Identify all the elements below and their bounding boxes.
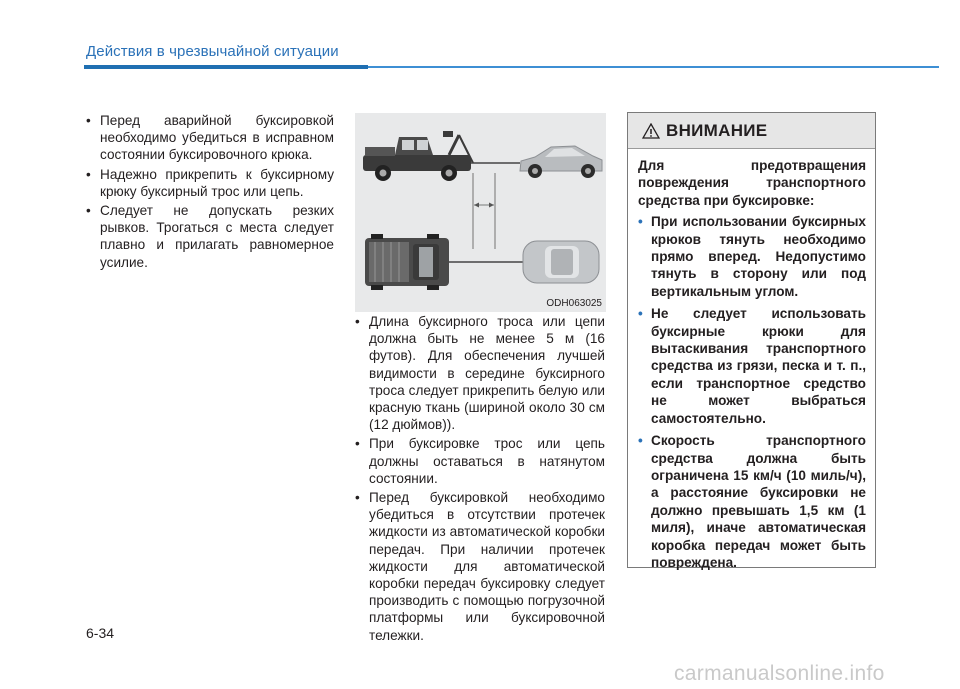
towing-illustration [355,113,606,312]
list-item-text: Не следует использовать буксирные крюки для вытаскивания транспортного средства из грязи, песка и т. п., если транспортное средство не может выбраться самостоятельно. [651,306,866,426]
list-item-text: Надежно прикрепить к буксирному крюку буксирный трос или цепь. [100,166,334,199]
bullet-icon: • [86,166,91,182]
list-item-text: При буксировке трос или цепь должны оставаться в натянутом состоянии. [369,436,605,486]
bullet-icon: • [638,306,643,322]
warning-box [627,112,876,568]
bullet-icon: • [86,113,91,128]
list-item-text: Длина буксирного троса или цепи должна быть не менее 5 м (16 футов). Для обеспечения лучшей видимости в середине буксирного троса следует прикрепить белую или красную ткань (шириной около 30 см (12 дюймов)). [369,314,605,433]
warning-bullet-list [638,213,866,571]
warning-header [628,113,875,149]
list-item [638,213,866,300]
list-item-text: Следует не допускать резких рывков. Трогаться с места следует плавно и прилагать равномерное усилие. [100,203,334,270]
list-item-text: Скорость транспортного средства должна быть ограничена 15 км/ч (10 миль/ч), а расстояние буксировки не должно превышать 1,5 км (1 миля), иначе автоматическая коробка передач может быть повреждена. [651,433,866,570]
tow-truck-side-icon [363,131,473,181]
list-item [86,202,334,271]
middle-bullet-list [355,313,605,644]
watermark: carmanualsonline.info [674,662,885,685]
section-title: Действия в чрезвычайной ситуации [86,43,339,60]
figure-code: ODH063025 [546,298,602,309]
header-rule-line [368,66,939,68]
header-rule [84,65,939,69]
sedan-top-icon [523,241,599,283]
tow-truck-top-icon [365,234,449,290]
header-rule-accent [84,65,368,69]
left-column [86,112,334,273]
list-item [355,313,605,433]
bullet-icon: • [86,203,91,219]
list-item [638,305,866,427]
warning-body [628,149,875,571]
warning-triangle-icon [642,123,660,139]
left-bullet-list [86,112,334,271]
list-item [86,112,334,164]
sedan-side-icon [520,146,602,178]
bullet-icon: • [638,433,643,449]
list-item [86,166,334,200]
towing-diagram [355,113,606,312]
page-number: 6-34 [86,625,115,641]
warning-title: ВНИМАНИЕ [666,120,768,140]
warning-intro: Для предотвращения повреждения транспортного средства при буксировке: [638,158,866,208]
list-item-text: Перед буксировкой необходимо убедиться в отсутствии протечек жидкости из автоматической коробки передач. При наличии протечек жидкости для автоматической коробки передач буксировку следует производить с помощью погрузочной платформы или буксировочной тележки. [369,490,605,643]
list-item [638,432,866,571]
list-item [355,435,605,487]
bullet-icon: • [355,314,360,329]
bullet-icon: • [355,490,360,506]
bullet-icon: • [355,436,360,452]
middle-column [355,313,605,646]
list-item-text: При использовании буксирных крюков тянуть необходимо прямо вперед. Недопустимо тянуть в сторону или под вертикальным углом. [651,214,866,299]
list-item [355,489,605,644]
bullet-icon: • [638,214,643,230]
list-item-text: Перед аварийной буксировкой необходимо убедиться в исправном состоянии буксировочного крюка. [100,113,334,163]
